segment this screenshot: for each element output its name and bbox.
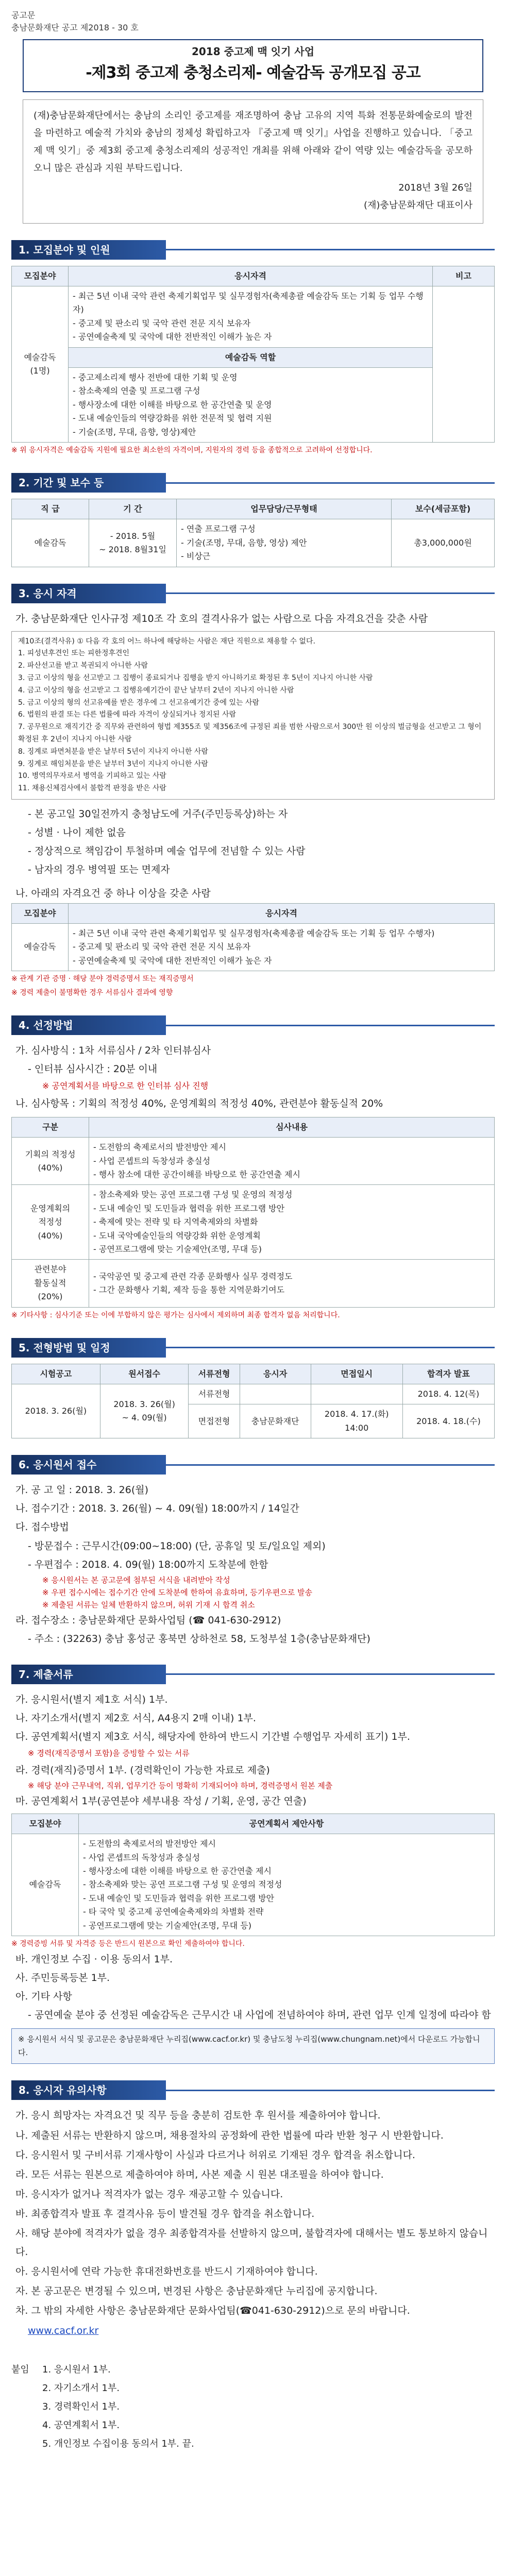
list-item: 다. 응시원서 및 구비서류 기재사항이 사실과 다르거나 허위로 기재된 경우 합격을 취소합니다. — [15, 2149, 415, 2161]
sec7-l8a: - 공연예술 분야 중 선정된 예술감독은 근무시간 내 사업에 전념하여야 하며, 관련 업무 인계 일정에 따라야 함 — [28, 2009, 491, 2021]
section-7-title: 7. 제출서류 — [11, 1665, 166, 1684]
intro-body: (재)충남문화재단에서는 충남의 소리인 중고제를 재조명하여 충남 고유의 지역 특화 전통문화예술로의 발전을 마련하고 예술적 가치와 충남의 정체성 확립하고자 『중고제 맥 잇기』사업을 진행하고 있습니다. 「중고제 맥 잇기」중 제3회 중고제 충청소리제의 성공적인 개최를 위해 아래와 같이 역량 있는 예술감독을 공모하오니 많은 관심과 지원 부탁드립니다. — [33, 110, 473, 174]
role-subheader: 예술감독 역할 — [69, 347, 433, 367]
sec3-qual-table — [11, 903, 495, 972]
sec3-b2: - 성별 · 나이 제한 없음 — [28, 827, 126, 839]
section-8-header — [11, 2080, 495, 2100]
list-item: 마. 응시자가 없거나 적격자가 없는 경우 재공고할 수 있습니다. — [15, 2188, 283, 2200]
grade-cell: 예술감독 — [12, 519, 89, 567]
qual-cell: - 최근 5년 이내 국악 관련 축제기획업무 및 실무경험자(축제총괄 예술감독 또는 기획 등 업무 수행자) - 중고제 및 판소리 및 국악 관련 전문 지식 보유자 - 공연예술축제 및 국악에 대한 전반적인 이해가 높은 자 — [69, 286, 433, 348]
attachments — [11, 2361, 495, 2453]
field-cell-3: 예술감독 — [12, 1834, 79, 1936]
col-apply: 원서접수 — [100, 1364, 189, 1384]
sec6-l2: 나. 접수기간 : 2018. 3. 26(월) ~ 4. 09(월) 18:00까지 / 14일간 — [15, 1503, 299, 1515]
col-plan: 공연계획서 제안사항 — [79, 1814, 495, 1834]
section-4-header — [11, 1015, 495, 1035]
col-announce: 시험공고 — [12, 1364, 100, 1384]
sec6-l3c: ※ 응시원서는 본 공고문에 첨부된 서식을 내려받아 작성 — [42, 1575, 230, 1585]
doc-type: 공고문 — [11, 10, 36, 20]
sec7-l8: 아. 기타 사항 — [15, 1991, 72, 2003]
sec4-l1: 가. 심사방식 : 1차 서류심사 / 2차 인터뷰심사 — [15, 1045, 211, 1057]
period-pay-table — [11, 499, 495, 567]
sec4-l2b: ※ 공연계획서를 바탕으로 한 인터뷰 심사 진행 — [42, 1081, 209, 1091]
attach-item: 3. 경력확인서 1부. — [42, 2401, 120, 2412]
sec4-l3: 나. 심사항목 : 기획의 적정성 40%, 운영계획의 적정성 40%, 관련분야 활동실적 20% — [15, 1097, 383, 1109]
table-row — [12, 1260, 495, 1307]
sec4-note: ※ 기타사항 : 심사기준 또는 이에 부합하지 않은 평가는 심사에서 제외하며 최종 합격자 없음 처리합니다. — [11, 1311, 340, 1319]
section-3-header — [11, 584, 495, 603]
sec7-l1: 가. 응시원서(별지 제1호 서식) 1부. — [15, 1693, 168, 1705]
sec6-l5: - 주소 : (32263) 충남 홍성군 홍북면 상하천로 58, 도청부설 1층(충남문화재단) — [28, 1633, 370, 1645]
sec3-note-1: ※ 관계 기관 증명 · 해당 분야 경력증명서 또는 재직증명서 — [11, 975, 194, 984]
disqualification-box: 제10조(결격사유) ① 다음 각 호의 어느 하나에 해당하는 사람은 재단 직원으로 채용할 수 없다. 1. 피성년후견인 또는 피한정후견인 2. 파산선고를 받고 복권되지 아니한 사람 3. 금고 이상의 형을 선고받고 그 집행이 종료되거나 집행을 받지 아니하기로 확정된 후 5년이 지나지 아니한 사람 4. 금고 이상의 형을 선고받고 그 집행유예기간이 끝난 날부터 2년이 지나지 아니한 사람 5. 금고 이상의 형의 선고유예를 받은 경우에 그 선고유예기간 중에 있는 사람 6. 법원의 판결 또는 다른 법률에 따라 자격이 상실되거나 정지된 사람 7. 공무원으로 재직기간 중 직무와 관련하여 형법 제355조 및 제356조에 규정된 죄를 범한 사람으로서 300만 원 이상의 벌금형을 선고받고 그 형이 확정된 후 2년이 지나지 아니한 사람 8. 징계로 파면처분을 받은 날부터 5년이 지나지 아니한 사람 9. 징계로 해임처분을 받은 날부터 3년이 지나지 아니한 사람 10. 병역의무자로서 병역을 기피하고 있는 사람 11. 채용신체검사에서 불합격 판정을 받은 사람 — [11, 631, 495, 800]
col-remark: 비고 — [433, 266, 495, 286]
schedule-table — [11, 1364, 495, 1439]
section-5-header — [11, 1338, 495, 1358]
col-grade: 직 급 — [12, 499, 89, 519]
col-qual-2: 응시자격 — [69, 903, 495, 923]
section-8-title: 8. 응시자 유의사항 — [11, 2080, 166, 2100]
sec7-l4n: ※ 해당 분야 근무내역, 직위, 업무기간 등이 명확히 기재되어야 하며, 경력증명서 원본 제출 — [28, 1781, 333, 1790]
table-row — [12, 1138, 495, 1185]
interview-place: 충남문화재단 — [240, 1404, 311, 1438]
sec6-l3: 다. 접수방법 — [15, 1521, 69, 1533]
sec7-l6: 바. 개인정보 수집 · 이용 동의서 1부. — [15, 1954, 173, 1965]
list-item: 사. 해당 분야에 적격자가 없을 경우 최종합격자를 선발하지 않으며, 불합격자에 대해서는 별도 통보하지 않습니다. — [15, 2228, 488, 2258]
col-field-3: 모집분야 — [12, 1814, 79, 1834]
list-item: 라. 모든 서류는 원본으로 제출하여야 하며, 사본 제출 시 원본 대조필을 하여야 합니다. — [15, 2168, 384, 2180]
role-cell: - 중고제소리제 행사 전반에 대한 기획 및 운영 - 참소축제의 연출 및 프로그램 구성 - 행사장소에 대한 이해를 바탕으로 한 공간연출 및 운영 - 도내 예술인들의 역량강화를 위한 전문적 및 협력 지원 - 기술(조명, 무대, 음향, 영상)제안 — [69, 367, 433, 442]
pay-cell: 총3,000,000원 — [392, 519, 495, 567]
sec3-b1: - 본 공고일 30일전까지 충청남도에 거주(주민등록상)하는 자 — [28, 808, 288, 820]
title-box — [23, 39, 483, 92]
sec3-b4: - 남자의 경우 병역필 또는 면제자 — [28, 864, 170, 876]
sec7-l3: 다. 공연계획서(별지 제3호 서식, 해당자에 한하여 반드시 기간별 수행업무 자세히 표기) 1부. — [15, 1731, 410, 1743]
col-pay: 보수(세금포함) — [392, 499, 495, 519]
doc-step: 서류전형 — [189, 1384, 240, 1404]
period-cell: - 2018. 5월 ~ 2018. 8월31일 — [89, 519, 177, 567]
section-1-title: 1. 모집분야 및 인원 — [11, 240, 166, 260]
sec6-l1: 가. 공 고 일 : 2018. 3. 26(월) — [15, 1484, 149, 1496]
intro-box — [23, 99, 483, 224]
list-item: 자. 본 공고문은 변경될 수 있으며, 변경된 사항은 충남문화재단 누리집에 공지합니다. — [15, 2285, 378, 2297]
eval-content: - 도전함의 축제로서의 발전방안 제시 - 사업 콘셉트의 독창성과 충실성 - 행사 참소에 대한 공간이해를 바탕으로 한 공간연출 제시 — [89, 1138, 495, 1185]
col-period: 기 간 — [89, 499, 177, 519]
section-2-header — [11, 473, 495, 493]
section-3-title: 3. 응시 자격 — [11, 584, 166, 603]
col-interview: 면접일시 — [311, 1364, 402, 1384]
col-qual: 응시자격 — [69, 266, 433, 286]
plan-cell: - 도전함의 축제로서의 발전방안 제시 - 사업 콘셉트의 독창성과 충실성 - 행사장소에 대한 이해를 바탕으로 한 공간연출 제시 - 참소축제와 맞는 공연 프로그램 구성 및 운영의 적정성 - 도내 예술인 및 도민들과 협력을 위한 프로그램 방안 - 타 국악 및 중고제 공연예술축제와의 차별화 전략 - 공연프로그램에 맞는 기술제안(조명, 무대 등) — [79, 1834, 495, 1936]
col-applicant: 응시자 — [240, 1364, 311, 1384]
sec3-b3: - 정상적으로 책임감이 투철하며 예술 업무에 전념할 수 있는 사람 — [28, 845, 306, 857]
attach-item: 2. 자기소개서 1부. — [42, 2382, 120, 2394]
section-1-header — [11, 240, 495, 260]
interview-date: 2018. 4. 17.(화) 14:00 — [311, 1404, 402, 1438]
sec3-lead: 가. 충남문화재단 인사규정 제10조 각 호의 결격사유가 없는 사람으로 다음 자격요건을 갖춘 사람 — [15, 613, 428, 624]
field-cell: 예술감독 (1명) — [12, 286, 69, 443]
eval-item: 관련분야 활동실적 (20%) — [12, 1260, 89, 1307]
download-tip-box: ※ 응시원서 서식 및 공고문은 충남문화재단 누리집(www.cacf.or.kr) 및 충남도청 누리집(www.chungnam.net)에서 다운로드 가능합니다. — [11, 2028, 495, 2064]
sec6-l3e: ※ 제출된 서류는 일체 반환하지 않으며, 허위 기재 시 합격 취소 — [42, 1600, 255, 1609]
section-5-title: 5. 전형방법 및 일정 — [11, 1338, 166, 1358]
intro-date: 2018년 3월 26일 — [398, 182, 473, 194]
sec4-l2: - 인터뷰 심사시간 : 20분 이내 — [28, 1063, 158, 1075]
section-1-note: ※ 위 응시자격은 예술감독 지원에 필요한 최소한의 자격이며, 지원자의 경력 등을 종합적으로 고려하여 선정합니다. — [11, 446, 373, 454]
section-7-header — [11, 1665, 495, 1684]
col-result: 합격자 발표 — [402, 1364, 494, 1384]
sec7-l7: 사. 주민등록등본 1부. — [15, 1972, 110, 1984]
plan-table — [11, 1814, 495, 1936]
sec6-l3a: - 방문접수 : 근무시간(09:00~18:00) (단, 공휴일 및 토/일요일 제외) — [28, 1540, 326, 1552]
col-field: 모집분야 — [12, 266, 69, 286]
list-item: 아. 응시원서에 연락 가능한 휴대전화번호를 반드시 기재하여야 합니다. — [15, 2266, 318, 2278]
sec3-sub-lead: 나. 아래의 자격요건 중 하나 이상을 갖춘 사람 — [15, 888, 211, 900]
col-work: 업무담당/근무형태 — [177, 499, 392, 519]
work-cell: - 연출 프로그램 구성 - 기술(조명, 무대, 음향, 영상) 제안 - 비상근 — [177, 519, 392, 567]
col-field-2: 모집분야 — [12, 903, 69, 923]
list-item: 바. 최종합격자 발표 후 결격사유 등이 발견될 경우 합격을 취소합니다. — [15, 2208, 315, 2219]
qual-cell-2: - 최근 5년 이내 국악 관련 축제기획업무 및 실무경험자(축제총괄 예술감독 또는 기획 등 업무 수행자) - 중고제 및 판소리 및 국악 관련 전문 지식 보유자 - 공연예술축제 및 국악에 대한 전반적인 이해가 높은 자 — [69, 923, 495, 971]
announce-date: 2018. 3. 26(월) — [12, 1384, 100, 1438]
sec7-l4: 라. 경력(재직)증명서 1부. (경력확인이 가능한 자료로 제출) — [15, 1764, 270, 1776]
doc-result-date: 2018. 4. 12(목) — [402, 1384, 494, 1404]
table-row — [12, 1185, 495, 1260]
col-doc: 서류전형 — [189, 1364, 240, 1384]
attach-label: 붙임 — [11, 2364, 29, 2375]
col-eval-content: 심사내용 — [89, 1117, 495, 1137]
recruit-field-table — [11, 266, 495, 443]
sec7-l2: 나. 자기소개서(별지 제2호 서식, A4용지 2매 이내) 1부. — [15, 1713, 256, 1724]
sec7-l5: 마. 공연계획서 1부(공연분야 세부내용 작성 / 기획, 운영, 공간 연출) — [15, 1795, 307, 1807]
attach-item: 1. 응시원서 1부. — [42, 2364, 111, 2375]
section-6-header — [11, 1455, 495, 1475]
apply-period: 2018. 3. 26(월) ~ 4. 09(월) — [100, 1384, 189, 1438]
page-title: -제3회 중고제 충청소리제- 예술감독 공개모집 공고 — [86, 64, 420, 82]
doc-number: 충남문화재단 공고 제2018 - 30 호 — [11, 23, 139, 32]
eval-item: 운영계획의 적정성 (40%) — [12, 1185, 89, 1260]
doc-meta — [11, 9, 495, 34]
sec3-note-2: ※ 경력 제출이 불명확한 경우 서류심사 결과에 영향 — [11, 989, 173, 997]
section-2-title: 2. 기간 및 보수 등 — [11, 473, 166, 493]
final-result-date: 2018. 4. 18.(수) — [402, 1404, 494, 1438]
intro-org: (재)충남문화재단 대표이사 — [363, 200, 473, 211]
eval-item: 기획의 적정성 (40%) — [12, 1138, 89, 1185]
sec7-note: ※ 경력증빙 서류 및 자격증 등은 반드시 원본으로 확인 제출하여야 합니다. — [11, 1940, 245, 1948]
col-eval-item: 구분 — [12, 1117, 89, 1137]
sec6-l3b: - 우편접수 : 2018. 4. 09(월) 18:00까지 도착분에 한함 — [28, 1558, 268, 1570]
attach-item: 4. 공연계획서 1부. — [42, 2419, 120, 2431]
sec7-l3n: ※ 경력(재직증명서 포함)을 증빙할 수 있는 서류 — [28, 1749, 190, 1758]
eval-content: - 국악공연 및 중고제 관련 각종 문화행사 실무 경력정도 - 그간 문화행사 기획, 제작 등을 통한 지역문화기여도 — [89, 1260, 495, 1307]
homepage-link[interactable]: www.cacf.or.kr — [28, 2325, 99, 2336]
section-4-title: 4. 선정방법 — [11, 1015, 166, 1035]
sec6-l3d: ※ 우편 접수시에는 접수기간 안에 도착분에 한하여 유효하며, 등기우편으로 발송 — [42, 1587, 312, 1597]
section-6-title: 6. 응시원서 접수 — [11, 1455, 166, 1475]
list-item: 가. 응시 희망자는 자격요건 및 직무 등을 충분히 검토한 후 원서를 제출하여야 합니다. — [15, 2110, 381, 2122]
list-item: 나. 제출된 서류는 반환하지 않으며, 채용절차의 공정화에 관한 법률에 따라 반환 청구 시 반환합니다. — [15, 2129, 444, 2141]
evaluation-table — [11, 1117, 495, 1308]
eval-content: - 참소축제와 맞는 공연 프로그램 구성 및 운영의 적정성 - 도내 예술인 및 도민들과 협력을 위한 프로그램 방안 - 축제에 맞는 전략 및 타 지역축제와의 차별화 - 도내 국악예술인들의 역량강화 위한 운영계획 - 공연프로그램에 맞는 기술제안(조명, 무대 등) — [89, 1185, 495, 1260]
field-cell-2: 예술감독 — [12, 923, 69, 971]
interview-step: 면접전형 — [189, 1404, 240, 1438]
list-item: 차. 그 밖의 자세한 사항은 충남문화재단 문화사업팀(☎041-630-2912)으로 문의 바랍니다. — [15, 2305, 410, 2317]
notice-list — [11, 2106, 495, 2340]
attach-item: 5. 개인정보 수집이용 동의서 1부. 끝. — [42, 2438, 194, 2449]
sec6-l4: 라. 접수장소 : 충남문화재단 문화사업팀 (☎ 041-630-2912) — [15, 1614, 281, 1626]
title-sub: 2018 중고제 맥 잇기 사업 — [191, 45, 315, 58]
